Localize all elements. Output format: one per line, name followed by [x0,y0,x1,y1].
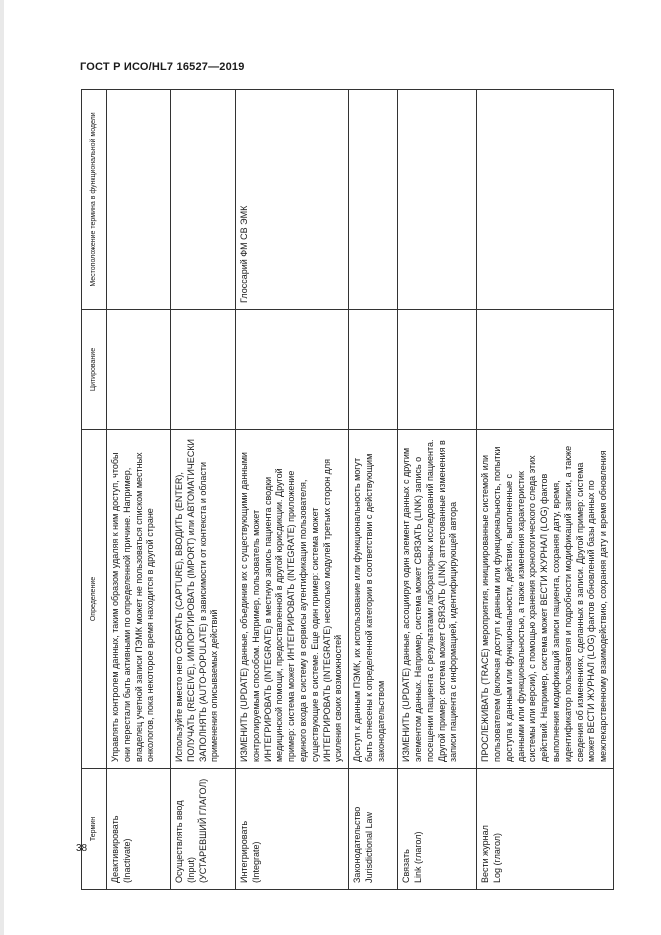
table-row [236,90,349,890]
definition-cell: ИЗМЕНИТЬ (UPDATE) данные, объединив их с существующими данными контролируемым способом. Например, пользователь может ИНТЕГРИРОВАТЬ (INTEGRATE) в местную запись пациента сводки медицинской помощи, предоставленной в другой юрисдикции. Другой пример: система может ИНТЕГРИРОВАТЬ (INTEGRATE) приложение единого входа в систему в сервисы аутентификации пользователя, существующие в системе. Еще один пример: система может ИНТЕГРИРОВАТЬ (INTEGRATE) несколько модулей третьих сторон для усиления своих возможностей [236,430,349,769]
column-header-definition: Определение [82,430,107,769]
location-cell [349,90,398,310]
terms-table [81,89,614,890]
column-header-citation: Цитирование [82,310,107,430]
location-cell [398,90,477,310]
term-original: Jurisdictional Law [363,811,374,883]
location-cell [171,90,236,310]
term-original: Link (глагол) [412,831,423,883]
term-original: (Inactivate) [121,838,132,883]
term-name: Вести журнал [480,825,491,883]
term-note: (УСТАРЕВШИЙ ГЛАГОЛ) [197,778,208,883]
term-name: Интегрировать [239,820,249,883]
term-original: Log (глагол) [491,833,502,883]
citation-cell [398,310,477,430]
definition-cell: ИЗМЕНИТЬ (UPDATE) данные, ассоциируя один элемент данных с другим элементом данных. Например, система может СВЯЗАТЬ (LINK) запись о посещении пациента с результатами лабораторных исследований пациента. Другой пример: система может СВЯЗАТЬ (LINK) аттестованные изменения в записи пациента с информацией, идентифицирующей автора [398,430,477,769]
location-cell: Глоссарий ФМ СВ ЭМК [236,90,349,310]
table-row [107,90,171,890]
definition-cell: ПРОСЛЕЖИВАТЬ (TRACE) мероприятия, инициированные системой или пользователем (включая доступ к данным или функциональность, попытки доступа к данным или функциональности, действия, выполненные с данными или функциональностью, а также изменения характеристик системы или версии), с помощью хранения хронологического следа этих действий. Например, система может ВЕСТИ ЖУРНАЛ (LOG) фактов выполнения модификаций записи пациента, сохраняя дату, время, идентификатор пользователя и подробности модификаций записи, а также сведения об изменениях, сделанных в записи. Другой пример: система может ВЕСТИ ЖУРНАЛ (LOG) фактов обновлений базы данных по межлекарственному взаимодействию, сохраняя дату и время обновления [477,430,614,769]
citation-cell [171,310,236,430]
table-row [398,90,477,890]
term-cell [107,769,171,890]
definition-cell: Доступ к данным ПЭМК, их использование или функциональность могут быть отнесены к определенной категории в соответствии с действующим законодательством [349,430,398,769]
term-original: (Input) [185,856,196,883]
definition-cell: Управлять контролем данных, таким образом удаляя к ним доступ, чтобы они перестали быть активными по определенной причине. Например, владелец учетной записи ПЭМК может не пользоваться списком местных онкологов, пока некоторое время находится в другой стране [107,430,171,769]
term-cell [236,769,349,890]
column-header-term: Термин [82,769,107,890]
table-header-row [82,90,107,890]
term-name: Осуществлять ввод [174,800,184,883]
term-cell [349,769,398,890]
table-row [349,90,398,890]
table-row [477,90,614,890]
citation-cell [236,310,349,430]
table-row [171,90,236,890]
term-name: Связать [401,849,412,883]
citation-cell [477,310,614,430]
citation-cell [107,310,171,430]
column-header-location: Местоположение термина в функциональной модели [82,90,107,310]
page-edge-shadow [0,0,4,935]
definition-cell: Используйте вместо него СОБРАТЬ (CAPTURE), ВВОДИТЬ (ENTER), ПОЛУЧАТЬ (RECEIVE), ИМПОРТИРОВАТЬ (IMPORT) или АВТОМАТИЧЕСКИ ЗАПОЛНЯТЬ (AUTO-POPULATE) в зависимости от контекста и области применения описываемых действий [171,430,236,769]
location-cell [107,90,171,310]
location-cell [477,90,614,310]
term-original: (Integrate) [250,841,261,883]
term-cell [171,769,236,890]
standard-designation: ГОСТ Р ИСО/HL7 16527—2019 [80,61,245,73]
term-cell [477,769,614,890]
citation-cell [349,310,398,430]
term-name: Деактивировать [110,815,120,883]
term-name: Законодательство [352,806,363,883]
term-cell [398,769,477,890]
page-number: 38 [76,843,88,854]
rotated-table-wrapper [81,90,609,890]
